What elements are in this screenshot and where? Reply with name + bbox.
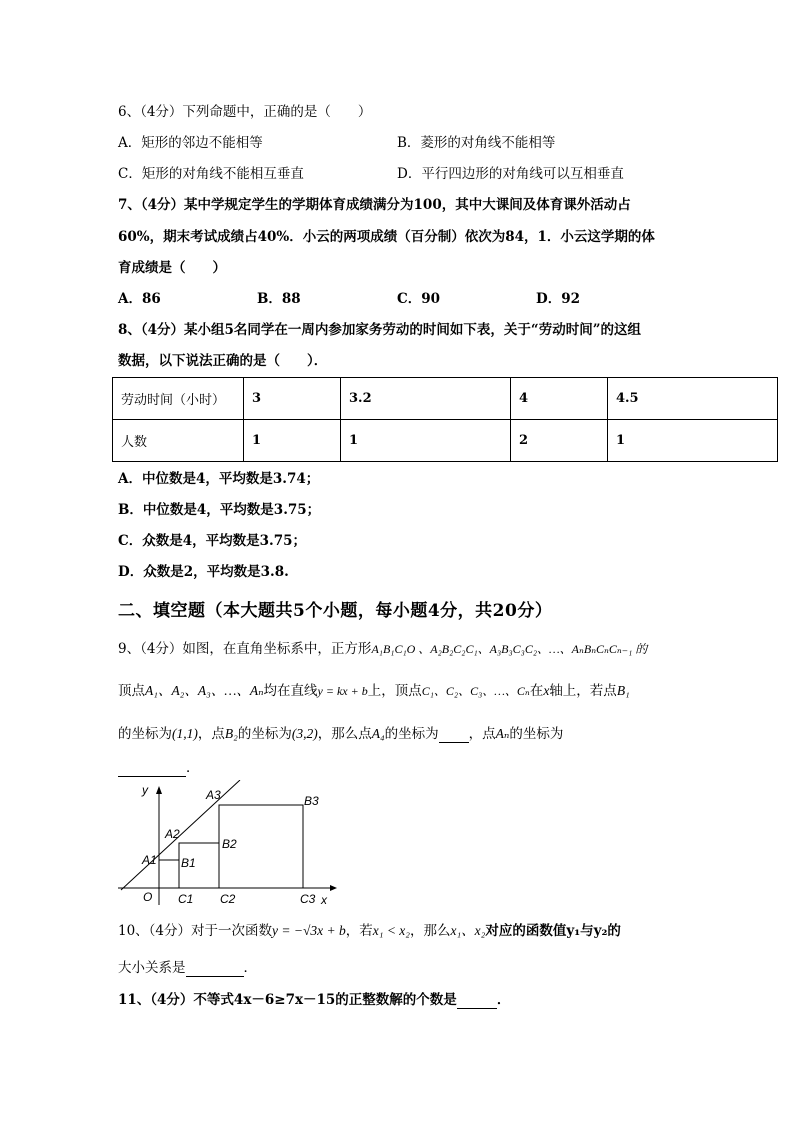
table-cell: 劳动时间（小时） bbox=[113, 378, 244, 420]
q10-text: ，那么 bbox=[410, 923, 451, 939]
q9-formula: A₁B₁C₁O 、A₂B₂C₂C₁、A₃B₃C₃C₂、…、AₙBₙCₙCₙ₋₁ 的 bbox=[371, 642, 648, 656]
q8-option-d: D．众数是2，平均数是3.8. bbox=[118, 564, 289, 580]
label-x: x bbox=[321, 893, 327, 905]
q6-option-d: D．平行四边形的对角线可以互相垂直 bbox=[397, 166, 624, 182]
label-c1: C1 bbox=[178, 892, 194, 905]
q9-formula: B₂ bbox=[224, 726, 238, 741]
answer-blank[interactable] bbox=[457, 990, 497, 1009]
q7-line2: 60%，期末考试成绩占40%．小云的两项成绩（百分制）依次为84，1．小云这学期的体 bbox=[118, 229, 655, 245]
q9-line1 bbox=[118, 640, 647, 658]
q10-formula: x₁ < x₂ bbox=[372, 923, 410, 938]
q7-line1: 7、（4分）某中学规定学生的学期体育成绩满分为100，其中大课间及体育课外活动占 bbox=[118, 197, 631, 213]
q8-option-c: C．众数是4，平均数是3.75； bbox=[118, 533, 307, 549]
label-b3: B3 bbox=[304, 794, 319, 808]
label-c3: C3 bbox=[300, 892, 316, 905]
q9-line3 bbox=[118, 724, 563, 743]
q9-text: 顶点 bbox=[118, 683, 145, 699]
q10-formula: x₁、x₂ bbox=[450, 923, 486, 938]
table-cell: 3 bbox=[244, 378, 341, 420]
q9-formula: (1,1) bbox=[172, 726, 198, 741]
table-row bbox=[113, 420, 778, 462]
q6-option-b: B．菱形的对角线不能相等 bbox=[397, 135, 556, 151]
table-cell: 1 bbox=[607, 420, 777, 462]
line-y-kx-b bbox=[121, 780, 240, 890]
q10-text: ，若 bbox=[345, 923, 373, 939]
q8-data-table bbox=[112, 377, 778, 462]
q9-formula: B₁ bbox=[616, 683, 630, 698]
q8-line1: 8、（4分）某小组5名同学在一周内参加家务劳动的时间如下表，关于“劳动时间”的这组 bbox=[118, 322, 641, 338]
q7-option-b: B．88 bbox=[257, 291, 301, 307]
q9-formula: (3,2) bbox=[291, 726, 318, 741]
q9-text: 的坐标为 bbox=[237, 726, 292, 742]
label-o: O bbox=[143, 890, 153, 904]
label-y: y bbox=[142, 783, 148, 797]
q6-option-c: C．矩形的对角线不能相互垂直 bbox=[118, 166, 304, 182]
q9-text: 上，顶点 bbox=[367, 683, 422, 699]
label-a3: A3 bbox=[206, 788, 221, 802]
y-axis-arrow bbox=[156, 786, 162, 794]
q9-line4 bbox=[118, 758, 200, 777]
q9-text: 在 bbox=[529, 683, 544, 699]
q10-formula: y = −√3x + b bbox=[272, 923, 346, 938]
q9-text: ，那么点 bbox=[317, 726, 372, 742]
q9-formula: C₁、C₂、C₃、…、Cₙ bbox=[421, 684, 530, 698]
answer-blank[interactable] bbox=[118, 758, 186, 777]
answer-blank[interactable] bbox=[186, 958, 244, 977]
q7-option-d: D．92 bbox=[536, 291, 580, 307]
q10-text: ． bbox=[243, 960, 257, 976]
q9-line2 bbox=[118, 682, 630, 700]
label-a2: A2 bbox=[165, 827, 180, 841]
q9-coordinate-figure bbox=[118, 780, 348, 905]
q9-text: ，点 bbox=[468, 726, 496, 742]
label-a1: A1 bbox=[142, 853, 157, 867]
q9-text: ． bbox=[186, 760, 200, 776]
q6-stem: 6、（4分）下列命题中，正确的是（ ） bbox=[118, 104, 372, 120]
label-b1: B1 bbox=[181, 856, 196, 870]
q10-line2 bbox=[118, 958, 257, 977]
q8-option-a: A．中位数是4，平均数是3.74； bbox=[118, 471, 320, 487]
table-cell: 人数 bbox=[113, 420, 244, 462]
q9-text: ，点 bbox=[197, 726, 225, 742]
q9-text: 的坐标为 bbox=[509, 726, 564, 742]
q9-text: 均在直线 bbox=[263, 683, 318, 699]
x-axis-arrow bbox=[330, 885, 337, 891]
label-c2: C2 bbox=[220, 892, 236, 905]
q8-line2: 数据，以下说法正确的是（ ）． bbox=[118, 353, 328, 369]
table-cell: 4.5 bbox=[607, 378, 777, 420]
q10-text: 大小关系是 bbox=[118, 960, 186, 976]
q9-text: 9、（4分）如图，在直角坐标系中，正方形 bbox=[118, 641, 372, 657]
q10-line1 bbox=[118, 922, 621, 940]
table-row bbox=[113, 378, 778, 420]
q11-line bbox=[118, 990, 510, 1009]
table-cell: 2 bbox=[510, 420, 607, 462]
q9-formula: Aₙ bbox=[495, 726, 510, 741]
table-cell: 1 bbox=[244, 420, 341, 462]
q9-formula: A₁、A₂、A₃、…、Aₙ bbox=[145, 683, 264, 698]
q10-text: 10、（4分）对于一次函数 bbox=[118, 923, 273, 939]
square-1 bbox=[159, 860, 179, 888]
q11-text: 11、（4分）不等式4x－6≥7x－15的正整数解的个数是 bbox=[118, 992, 457, 1008]
q7-line3: 育成绩是（ ） bbox=[118, 260, 226, 276]
q9-formula: y = kx + b bbox=[317, 684, 368, 698]
q10-text: 对应的函数值y₁与y₂的 bbox=[485, 923, 621, 939]
q9-formula: A₄ bbox=[371, 726, 385, 741]
q6-option-a: A．矩形的邻边不能相等 bbox=[118, 135, 263, 151]
q7-option-c: C．90 bbox=[397, 291, 441, 307]
section-heading: 二、填空题（本大题共5个小题，每小题4分，共20分） bbox=[118, 601, 553, 621]
q9-text: 轴上，若点 bbox=[549, 683, 617, 699]
q11-text: ． bbox=[496, 992, 511, 1008]
q9-formula: x bbox=[543, 683, 550, 698]
answer-blank[interactable] bbox=[439, 724, 469, 743]
q7-option-a: A．86 bbox=[118, 291, 161, 307]
table-cell: 1 bbox=[341, 420, 511, 462]
q9-text: 的坐标为 bbox=[384, 726, 439, 742]
label-b2: B2 bbox=[222, 837, 237, 851]
table-cell: 3.2 bbox=[341, 378, 511, 420]
q8-option-b: B．中位数是4，平均数是3.75； bbox=[118, 502, 321, 518]
table-cell: 4 bbox=[510, 378, 607, 420]
q9-text: 的坐标为 bbox=[118, 726, 172, 742]
